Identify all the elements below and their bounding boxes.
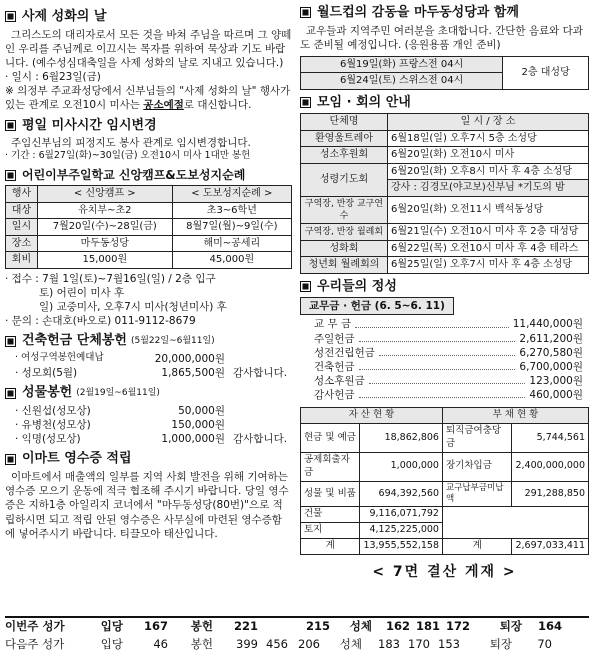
cell: 계 [442, 539, 511, 555]
title-text: 이마트 영수증 적립 [22, 451, 132, 467]
square-bullet-icon [300, 97, 311, 108]
note-suffix: 로 대신합니다. [183, 99, 252, 112]
cell: 퇴직금여충당금 [442, 424, 511, 453]
empty-cell [442, 507, 588, 539]
cell: 장기차입금 [442, 452, 511, 481]
cell: 해미~공세리 [172, 235, 291, 252]
list-item [300, 346, 589, 360]
stat-cell: 봉헌 [190, 637, 213, 652]
title-text: 사제 성화의 날 [22, 9, 107, 24]
amount: 1,000,000원 [161, 433, 225, 446]
cell: 15,000원 [37, 252, 172, 269]
stat-cell: 46 [153, 637, 168, 652]
cell: 청년회 월례회의 [301, 257, 388, 274]
amount: 11,440,000원 [512, 318, 583, 331]
cell: 7월20일(수)~28일(금) [37, 219, 172, 236]
title-text: 어린이부주일학교 신앙캠프&도보성지순례 [22, 168, 246, 183]
table-row [301, 147, 589, 164]
cell: 6월21일(수) 오전10시 미사 후 2층 대성당 [388, 224, 589, 241]
paragraph: 그리스도의 대리자로서 모든 것을 바쳐 주님을 따르며 그 양떼인 우리를 주님께로 이끄시는 목자를 위하여 묵상과 기도 바랍니다. (예수성심대축일을 사제 성화의 날로 지내고 있습니다.) [5, 28, 292, 69]
col-header: 일 시 / 장 소 [388, 114, 589, 131]
section-title [5, 332, 292, 350]
camp-table [5, 185, 292, 269]
donor: · 성모회(5월) [15, 367, 78, 380]
registration-line: 토) 어린이 미사 후 [39, 286, 125, 299]
donor: · 여성구역봉헌예대납 [15, 352, 104, 364]
title-text: 월드컵의 감동을 마두동성당과 함께 [317, 5, 519, 20]
col-header: < 도보성지순례 > [172, 186, 291, 203]
cell: 환영울트레아 [301, 130, 388, 147]
square-bullet-icon [5, 388, 16, 399]
leader-dots [355, 317, 509, 327]
thanks [225, 418, 295, 432]
amount: 50,000원 [178, 404, 225, 417]
match-cell: 6월24일(토) 스위스전 04시 [301, 73, 503, 90]
stat-cell: 퇴장 [489, 637, 512, 652]
settlement-banner: < 7면 결산 게재 > [372, 563, 517, 580]
list-item [5, 432, 292, 446]
title-text: 모임 · 회의 안내 [317, 94, 411, 110]
leader-dots [369, 374, 526, 384]
stat-cell: 456 [266, 637, 288, 652]
table-row [301, 196, 589, 223]
leader-dots [359, 388, 526, 398]
stat-cell: 181 [415, 619, 440, 634]
section-priest-day [5, 8, 292, 113]
cell: 성소후원회 [301, 147, 388, 164]
stat-cell: 215 [305, 619, 330, 634]
stat-cell: 221 [233, 619, 258, 634]
cell: 장소 [6, 235, 38, 252]
stat-cell: 162 [385, 619, 410, 634]
list-item [300, 374, 589, 388]
stat-cell: 153 [438, 637, 460, 652]
list-item [300, 388, 589, 402]
thanks [225, 404, 295, 418]
table-row [301, 481, 589, 507]
section-weekday-mass [5, 117, 292, 164]
section-title [5, 384, 292, 402]
contact-line: · 문의 : 손대호(바오로) 011-9112-8679 [5, 315, 196, 328]
note-line [5, 84, 292, 112]
next-week-hymns [5, 636, 589, 654]
donor: · 유병천(성모상) [15, 419, 91, 432]
stat-cell: 206 [298, 637, 320, 652]
cell: 13,955,552,158 [360, 539, 443, 555]
stat-label: 다음주 성가 [5, 637, 65, 652]
section-sacred-items [5, 384, 292, 446]
cell: 공제회출자금 [301, 452, 360, 481]
table-row [301, 163, 589, 180]
cell: 마두동성당 [37, 235, 172, 252]
label: 감사헌금 [314, 389, 355, 402]
stat-cell: 성체 [339, 637, 362, 652]
col-header: 단체명 [301, 114, 388, 131]
cell: 4,125,225,000 [360, 523, 443, 539]
cell: 교구납부금미납액 [442, 481, 511, 507]
cell: 강사 : 김경모(야고보)신부님 *기도의 밤 [388, 180, 589, 197]
stat-cell: 183 [378, 637, 400, 652]
cell: 18,862,806 [360, 424, 443, 453]
place-cell: 2층 대성당 [503, 56, 589, 89]
table-row [301, 539, 589, 555]
section-balance [300, 407, 589, 581]
table-row [6, 252, 292, 269]
table-row [301, 240, 589, 257]
square-bullet-icon [5, 170, 16, 181]
donor: · 익명(성모상) [15, 433, 81, 446]
cell: 성화회 [301, 240, 388, 257]
table-row [301, 507, 589, 523]
label: 교 무 금 [314, 318, 352, 331]
leader-dots [359, 332, 516, 342]
cell: 2,400,000,000 [512, 452, 589, 481]
stat-cell: 164 [537, 619, 562, 634]
square-bullet-icon [5, 120, 16, 131]
registration-line: · 접수 : 7월 1일(토)~7월16일(일) / 2층 입구 [5, 272, 216, 285]
cell: 291,288,850 [512, 481, 589, 507]
leader-dots [379, 346, 516, 356]
stat-cell: 167 [143, 619, 168, 634]
worldcup-table [300, 56, 589, 90]
list-item [5, 352, 292, 366]
thanks: 감사합니다. [233, 367, 288, 380]
cell: 토지 [301, 523, 360, 539]
cell: 6월20일(화) 오전11시 백석동성당 [388, 196, 589, 223]
donor: · 신원섭(성모상) [15, 404, 91, 417]
list-item [300, 332, 589, 346]
stat-cell: 봉헌 [190, 619, 213, 634]
section-meetings [300, 94, 589, 274]
table-row [6, 235, 292, 252]
cell: 구역장, 반장 월례회 [301, 224, 388, 241]
stat-cell: 70 [537, 637, 552, 652]
list-item [5, 404, 292, 418]
cell: 2,697,033,411 [512, 539, 589, 555]
stat-cell: 퇴장 [499, 619, 522, 634]
cell: 건물 [301, 507, 360, 523]
title-text: 평일 미사시간 임시변경 [22, 117, 157, 133]
cell: 694,392,560 [360, 481, 443, 507]
left-column [5, 4, 292, 541]
stat-cell: 399 [236, 637, 258, 652]
table-row [301, 257, 589, 274]
thanks: 감사합니다. [233, 433, 288, 446]
stat-cell: 성체 [349, 619, 372, 634]
amount: 6,270,580원 [519, 346, 583, 359]
cell: 9,116,071,792 [360, 507, 443, 523]
amount: 123,000원 [529, 375, 583, 388]
amount: 1,865,500원 [161, 367, 225, 380]
table-row [301, 424, 589, 453]
cell: 초3~6학년 [172, 202, 291, 219]
cell: 회비 [6, 252, 38, 269]
cell: 유치부~초2 [37, 202, 172, 219]
cell: 현금 및 예금 [301, 424, 360, 453]
table-row [6, 202, 292, 219]
section-title [300, 4, 589, 22]
amount: 6,700,000원 [519, 360, 583, 373]
section-title [5, 450, 292, 468]
amount: 2,611,200원 [519, 332, 583, 345]
match-cell: 6월19일(화) 프랑스전 04시 [301, 56, 503, 73]
square-bullet-icon [300, 7, 311, 18]
label: 성소후원금 [314, 375, 365, 388]
stat-cell: 입당 [100, 637, 123, 652]
col-header: 자 산 현 황 [301, 408, 443, 424]
period-label: 교무금 · 헌금 (6. 5~6. 11) [300, 297, 454, 315]
title-period: (5월22일~6월11일) [131, 336, 215, 347]
table-row [301, 452, 589, 481]
cell: 계 [301, 539, 360, 555]
title-period: (2월19일~6월11일) [76, 388, 160, 399]
note-bold: 공소예절 [143, 99, 184, 112]
list-item [300, 360, 589, 374]
amount: 150,000원 [171, 419, 225, 432]
title-text: 성물봉헌 [22, 385, 73, 401]
cell: 8월7일(월)~9일(수) [172, 219, 291, 236]
balance-table [300, 407, 589, 554]
amount: 460,000원 [529, 389, 583, 402]
section-title [300, 94, 589, 112]
label: 건축헌금 [314, 360, 355, 373]
table-row [6, 219, 292, 236]
list-item [5, 366, 292, 380]
cell: 대상 [6, 202, 38, 219]
period-line: · 기간 : 6월27일(화)~30일(금) 오전10시 미사 1대만 봉헌 [5, 150, 251, 162]
section-title [300, 278, 589, 296]
section-title [5, 117, 292, 135]
table-row [301, 56, 589, 73]
note-prefix: ※ 의정부 주교좌성당에서 신부님들의 "사제 성화의 날" 행사가 있는 관계로 오전10시 미사는 [5, 85, 291, 112]
section-title [5, 167, 292, 183]
title-text: 우리들의 정성 [317, 278, 397, 294]
right-column [300, 4, 589, 582]
meetings-table [300, 113, 589, 273]
cell: 6월22일(목) 오전10시 미사 후 4층 테라스 [388, 240, 589, 257]
cell: 6월20일(화) 오후8시 미사 후 4층 소성당 [388, 163, 589, 180]
cell: 일시 [6, 219, 38, 236]
square-bullet-icon [5, 454, 16, 465]
paragraph: 주임신부님의 피정지도 봉사 관계로 임시변경합니다. [11, 137, 251, 150]
cell: 45,000원 [172, 252, 291, 269]
square-bullet-icon [5, 336, 16, 347]
stat-cell: 170 [408, 637, 430, 652]
stat-cell: 입당 [100, 619, 123, 634]
stat-label: 이번주 성가 [5, 619, 65, 634]
label: 주일헌금 [314, 332, 355, 345]
stat-cell: 172 [445, 619, 470, 634]
cell: 6월25일(일) 오후7시 미사 후 4층 소성당 [388, 257, 589, 274]
amount: 20,000,000원 [154, 353, 225, 366]
section-worldcup [300, 4, 589, 90]
cell: 6월18일(일) 오후7시 5층 소성당 [388, 130, 589, 147]
thanks [225, 352, 295, 366]
date-line: · 일시 : 6월23일(금) [5, 71, 101, 84]
hymn-stats [5, 616, 589, 654]
col-header: < 신앙캠프 > [37, 186, 172, 203]
leader-dots [359, 360, 516, 370]
table-row [301, 130, 589, 147]
title-text: 건축헌금 단체봉헌 [22, 333, 127, 349]
cell: 성물 및 비품 [301, 481, 360, 507]
section-building-donation [5, 332, 292, 380]
registration-line: 일) 교중미사, 오후7시 미사(청년미사) 후 [39, 301, 227, 314]
square-bullet-icon [300, 281, 311, 292]
section-title [5, 8, 292, 26]
cell: 6월20일(화) 오전10시 미사 [388, 147, 589, 164]
cell: 5,744,561 [512, 424, 589, 453]
label: 성전건립헌금 [314, 346, 375, 359]
col-header: 행사 [6, 186, 38, 203]
section-offerings [300, 278, 589, 403]
paragraph: 이마트에서 매출액의 일부를 지역 사회 발전을 위해 기여하는 영수증 모으기 운동에 적극 협조해 주시기 바랍니다. 당일 영수증은 지하1층 아일리지 코너에서 "마두동성당(80번)"으로 적립하시면 되고 적립 안된 영수증은 사무실에 마련된 영수증함에 넣어주시기 바랍니다. 티끌모아 태산입니다. [5, 470, 289, 540]
cell: 구역장, 반장 교구연수 [301, 196, 388, 223]
col-header: 부 채 현 황 [442, 408, 588, 424]
this-week-hymns [5, 618, 589, 636]
cell: 성령기도회 [301, 163, 388, 196]
list-item [5, 418, 292, 432]
table-row [301, 224, 589, 241]
section-children-camp [5, 167, 292, 328]
paragraph: 교우들과 지역주민 여러분을 초대합니다. 간단한 음료와 다과도 준비될 예정입니다. (응원용품 개인 준비) [300, 24, 583, 51]
square-bullet-icon [5, 11, 16, 22]
list-item [300, 317, 589, 331]
cell: 1,000,000 [360, 452, 443, 481]
section-emart-receipt [5, 450, 292, 540]
